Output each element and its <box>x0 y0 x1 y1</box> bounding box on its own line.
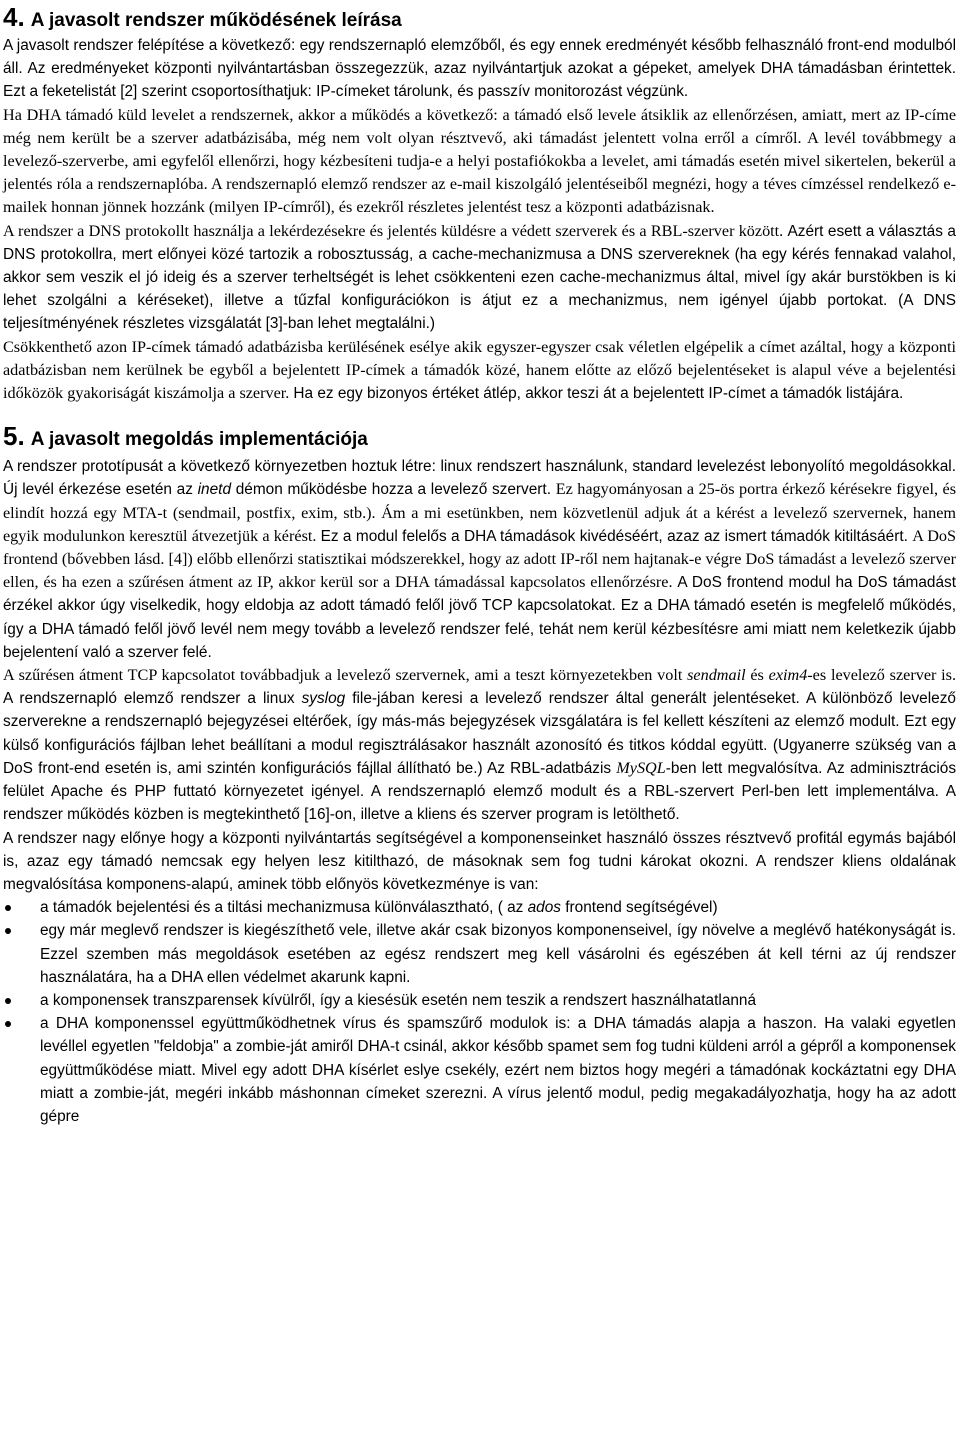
text-run: -es levelező szerver is. <box>807 666 957 685</box>
section5-paragraph <box>3 827 956 897</box>
bullet-dot-icon <box>5 1021 11 1027</box>
text-run: inetd <box>197 481 232 499</box>
text-run: Ez a modul felelős a DHA támadások kivédéséért, azaz az ismert támadók kitiltásáért. <box>320 527 913 545</box>
section4-paragraph <box>3 34 956 104</box>
bullet-dot-icon <box>5 998 11 1004</box>
section4-paragraph <box>3 220 956 336</box>
text-run: A rendszer a DNS protokollt használja a lekérdezésekre és jelentés küldésre a védett szerverek és a RBL-szerver között. <box>3 221 788 240</box>
text-run: A rendszer nagy előnye hogy a központi nyilvántartás segítségével a komponenseinket használó összes résztvevő profitál egymás bajából is, azaz egy támadó nemcsak egy helyen lesz kitilthazó, de másoknak sem fog tudni károkat okozni. <box>3 829 956 870</box>
text-run: a komponensek transzparensek kívülről, így a kiesésük esetén nem teszik a rendszert használhatatlanná <box>40 991 757 1009</box>
section-4-body <box>3 34 956 405</box>
text-run: a támadók bejelentési és a tiltási mechanizmusa különválasztható, ( az <box>40 899 528 917</box>
text-run: -ben lett megvalósítva. <box>665 759 827 777</box>
text-run: démon működésbe hozza a levelező szervert. <box>231 481 556 499</box>
text-run: Az adminisztrációs felület Apache és PHP futtató környezetet igényel. A rendszernapló elemző modult és a RBL-szervert Perl-ben lett implementálva. A rendszer működés közben is megtekinthető [16]-on, illetve a kliens és szerver program is letölthető. <box>3 759 957 824</box>
list-item <box>3 919 956 989</box>
list-item <box>3 989 956 1012</box>
section4-paragraph <box>3 336 956 406</box>
text-run: Ha DHA támadó küld levelet a rendszernek, akkor a működés a következő: a támadó első levele átsiklik az ellenőrzésen, amiatt, mert az IP-címe még nem került be a szerver adatbázisába, még nem volt olyan résztvevő, aki támadást jelentett volna erről a címről. <box>3 105 956 147</box>
text-run: és <box>745 666 769 685</box>
section4-paragraph <box>3 104 956 220</box>
text-run: A rendszer kliens oldalának megvalósítása komponens-alapú, aminek több előnyös következménye is van: <box>3 852 956 893</box>
section-4-heading <box>3 4 956 34</box>
text-run: sendmail <box>687 666 746 685</box>
text-run: Az RBL-adatbázis <box>486 759 617 777</box>
section-5-heading <box>3 423 956 455</box>
advantages-list <box>3 896 956 1128</box>
text-run: A DoS frontend modul ha DoS támadást érzékel akkor úgy viselkedik, hogy eldobja az adott támadó felől jövő TCP kapcsolatokat. <box>3 574 956 615</box>
text-run: A DoS frontend (bővebben lásd. [4]) előbb ellenőrzi statisztikai módszerekkel, hogy az adott IP-ről nem hajtanak-e végre DoS támadást a levelező szerver ellen, és ha ezen a szűrésen átment az IP, akkor kerül sor a DHA támadással kapcsolatos ellenőrzésre. <box>3 526 957 592</box>
text-run: frontend segítségével) <box>561 899 718 917</box>
section-5-title: A javasolt megoldás implementációja <box>30 429 368 451</box>
bullet-dot-icon <box>5 928 11 934</box>
text-run: A rendszernapló elemző rendszer a linux <box>3 690 302 708</box>
text-run: Ez a DHA támadó esetén is megfelelő működés, így a DHA támadó felől jövő levél nem megy tovább a levelező rendszer felé, tehát nem kerül kézbesítésre ami miatt nem keletkezik újabb bejelentení való a szerver felé. <box>3 597 956 661</box>
text-run: Csökkenthető azon IP-címek támadó adatbázisba kerülésének esélye akik egyszer-egyszer csak véletlen elgépelik a címet azáltal, hogy a központi adatbázisban nem kerülnek be egyből a bejelentett IP-címek a támadók közé, hanem előtte az előző bejelentéseket is alapul véve a bejelentési időközök gyakoriságát kiszámolja a szerver. <box>3 337 956 403</box>
text-run: A különböző levelező szerverekne a rendszernapló bejegyzései eltérőek, így más-más bejegyzések vizsgálatára is fel kellett készíteni az elemző modult. Ezt egy külső konfigurációs fájlban lehet beállítani a modul regisztrálásakor használt azonosító és titkos kóddal együtt. (Ugyanerre szükség van a DoS front-end esetén is, ami szintén konfigurációs fájllal állítható be.) <box>3 690 956 777</box>
bullet-dot-icon <box>5 905 11 911</box>
section5-paragraph <box>3 455 956 664</box>
text-run: egy már meglevő rendszer is kiegészíthető vele, illetve akár csak bizonyos komponenseivel, így növelve a meglévő hatékonyságát is. Ezzel szemben más megoldások esetében az egész rendszert meg kell vásárolni és egészében át kell térni az új rendszer használatára, ha a DHA ellen védelmet akarunk kapni. <box>40 922 956 986</box>
text-run: syslog <box>301 690 346 708</box>
section-4-number: 4. <box>3 2 25 32</box>
text-run: exim4 <box>768 666 808 685</box>
document-page <box>3 4 956 1128</box>
text-run: file-jában keresi a levelező rendszer által generált jelentéseket. <box>345 690 806 708</box>
text-run: Ez hagyományosan a 25-ös portra érkező kérésekre figyel, és elindít hozzá egy MTA-t (sendmail, postfix, exim, stb.). Ám a mi esetünkben, nem közvetlenül adjuk át a kérést a levelező szervernek, hanem egyik modulunkon keresztül átvezetjük a kérést. <box>3 480 956 545</box>
list-item <box>3 896 956 919</box>
text-run: A rendszernapló elemző rendszer az e-mail kiszolgáló jelentéseiből megnézi, hogy a téves címzéssel rendelkező e-mailek honnan jönnek hozzánk (milyen IP-címről), és ezekről részletes jelentést tesz a központi adatbázisnak. <box>3 175 956 217</box>
section-5-body <box>3 455 956 896</box>
text-run: A rendszer prototípusát a következő környezetben hoztuk létre: linux rendszert használunk, standard levelezést lebonyolító megoldásokkal. Új levél érkezése esetén az <box>3 458 956 499</box>
list-item <box>3 1012 956 1128</box>
text-run: a DHA komponenssel együttműködhetnek vírus és spamszűrő modulok is: a DHA támadás alapja a haszon. Ha valaki egyetlen levéllel egyetlen "feldobja" a zombie-ját amiről DHA-t csinál, akkor később spamet sem fog tudni küldeni arról a gépről a komponensek együttműködése miatt. Mivel egy adott DHA kísérlet eslye csekély, ezért nem biztos hogy megéri a támadónak kockáztatni egy DHA miatt a zombie-ját, megéri inkább máshonnan címeket szerezni. A vírus jelentő modul, pedig megakadályozhatja, hogy ha az adott gépre <box>40 1015 956 1125</box>
section-5-number: 5. <box>3 421 25 452</box>
section5-paragraph <box>3 664 956 826</box>
text-run: A szűrésen átment TCP kapcsolatot továbbadjuk a levelező szervernek, ami a teszt környezetekben volt <box>3 666 688 685</box>
section-4-title: A javasolt rendszer működésének leírása <box>30 10 402 31</box>
text-run: A javasolt rendszer felépítése a következő: egy rendszernapló elemzőből, és egy ennek eredményét később felhasználó front-end modulból áll. Az eredményeket központi nyilvántartásban összegezzük, azaz nyilvántartjuk azokat a gépeket, amelyek DHA támadásban érintettek. Ezt a feketelistát [2] szerint csoportosíthatjuk: IP-címeket tárolunk, és passzív monitorozást végzünk. <box>3 37 956 101</box>
text-run: ados <box>527 899 561 917</box>
text-run: Ha ez egy bizonyos értéket átlép, akkor teszi át a bejelentett IP-címet a támadók listájára. <box>293 385 904 403</box>
text-run: MySQL <box>616 758 666 777</box>
text-run: Azért esett a választás a DNS protokollra, mert előnyei közé tartozik a robosztusság, a cache-mechanizmusa a DNS szervereknek (ha egy kérés fennakad valahol, akkor sem veszik el jó ideig és a szerver terheltségét is lehet csökkenteni ezen cache-mechanizmus által, mivel így akár burstökben is ki lehet szolgálni a kéréseket), illetve a tűzfal konfigurációkon is átjut ez a mechanizmus, nem igényel újabb portokat. (A DNS teljesítményének részletes vizsgálatát [3]-ban lehet megtalálni.) <box>3 222 956 333</box>
text-run: A levél továbbmegy a levelező-szerverbe, ami egyfelől ellenőrzi, hogy kézbesíteni tudja-e a helyi postafiókokba a levelet, ami támadás esetén mivel sikertelen, bekerül a jelentés róla a rendszernaplóba. <box>3 128 956 194</box>
